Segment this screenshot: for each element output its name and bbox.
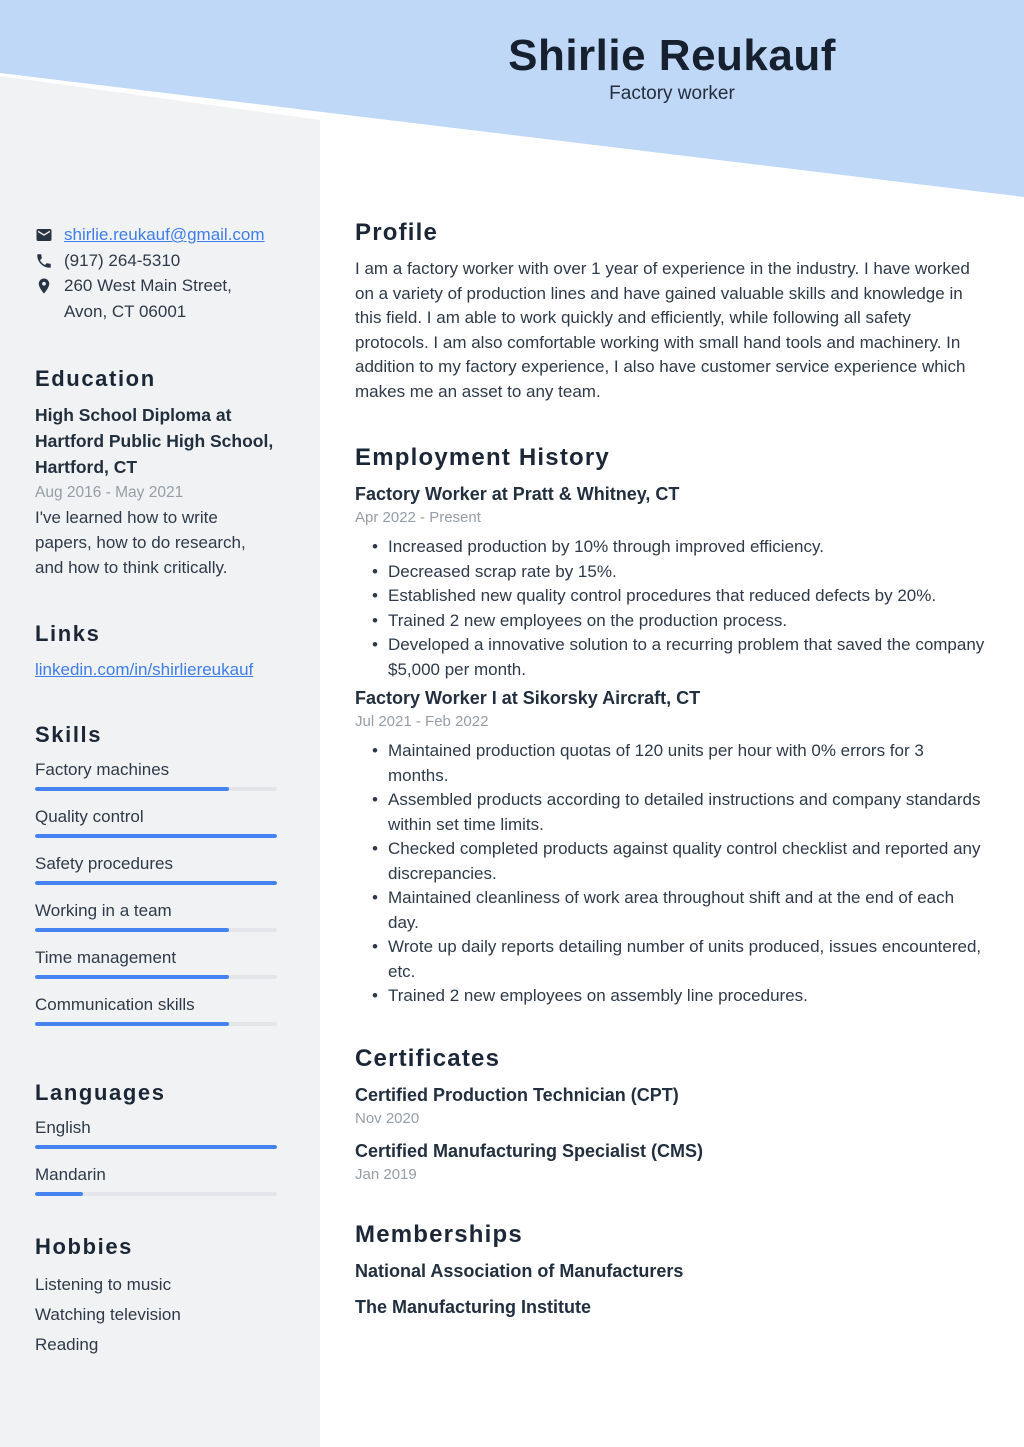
certificate-entry [355, 1083, 985, 1129]
job-bullet: • Decreased scrap rate by 15%. [388, 560, 985, 585]
skill-item [35, 758, 277, 791]
skill-bar-track [35, 881, 277, 885]
link-item [35, 657, 277, 682]
memberships-section [355, 1221, 985, 1319]
certificates-section [355, 1045, 985, 1185]
skills-heading: Skills [35, 722, 103, 747]
linkedin-link[interactable]: linkedin.com/in/shirliereukauf [35, 660, 254, 679]
certificate-title: Certified Production Technician (CPT) [355, 1084, 679, 1105]
membership-item: National Association of Manufacturers [355, 1260, 684, 1281]
skill-item [35, 946, 277, 979]
skills-section [35, 722, 277, 1026]
skill-bar-track [35, 1022, 277, 1026]
skill-label: Communication skills [35, 995, 195, 1014]
profile-section [355, 219, 985, 404]
skill-label: Quality control [35, 807, 144, 826]
contact-block [35, 222, 277, 324]
languages-section [35, 1080, 277, 1196]
job-bullet: • Trained 2 new employees on the production process. [388, 609, 985, 634]
skill-bar-track [35, 787, 277, 791]
education-heading: Education [35, 366, 156, 391]
job-bullet-list [355, 535, 985, 682]
job-bullet: • Maintained production quotas of 120 units per hour with 0% errors for 3 months. [388, 739, 985, 788]
skill-bar-track [35, 975, 277, 979]
language-bar-track [35, 1145, 277, 1149]
education-degree: High School Diploma at Hartford Public High School, Hartford, CT [35, 405, 274, 477]
skill-bar-fill [35, 881, 277, 885]
language-bar-fill [35, 1145, 277, 1149]
job-bullet: • Maintained cleanliness of work area throughout shift and at the end of each day. [388, 886, 985, 935]
education-description: I've learned how to write papers, how to do research, and how to think critically. [35, 508, 246, 577]
skill-item [35, 805, 277, 838]
phone-number: (917) 264-5310 [64, 250, 181, 270]
languages-heading: Languages [35, 1080, 166, 1105]
hobbies-heading: Hobbies [35, 1234, 133, 1259]
education-section [35, 366, 277, 580]
hobby-item: Reading [35, 1335, 99, 1354]
membership-item: The Manufacturing Institute [355, 1296, 591, 1317]
job-title: Factory Worker I at Sikorsky Aircraft, CT [355, 688, 701, 708]
phone-icon [35, 252, 53, 270]
skill-bar-fill [35, 787, 229, 791]
employment-heading: Employment History [355, 444, 610, 471]
skill-item [35, 852, 277, 885]
job-title: Factory Worker at Pratt & Whitney, CT [355, 484, 680, 504]
links-section [35, 621, 277, 682]
skill-label: Working in a team [35, 901, 172, 920]
certificates-heading: Certificates [355, 1044, 501, 1072]
skill-bar-fill [35, 928, 229, 932]
job-bullet: • Checked completed products against quality control checklist and reported any discrepancies. [388, 837, 985, 886]
skill-bar-track [35, 834, 277, 838]
email-link[interactable]: shirlie.reukauf@gmail.com [64, 225, 265, 244]
language-label: English [35, 1118, 91, 1137]
skill-item [35, 899, 277, 932]
skill-label: Time management [35, 948, 177, 967]
job-bullet: • Developed a innovative solution to a recurring problem that saved the company $5,000 per month. [388, 633, 985, 682]
certificate-date: Nov 2020 [355, 1109, 420, 1127]
job-bullet: • Trained 2 new employees on assembly line procedures. [388, 984, 985, 1009]
language-item [35, 1163, 277, 1196]
contact-phone-row [35, 248, 277, 274]
profile-heading: Profile [355, 219, 439, 246]
contact-address-row [35, 273, 277, 324]
job-bullet: • Increased production by 10% through improved efficiency. [388, 535, 985, 560]
education-dates: Aug 2016 - May 2021 [35, 484, 184, 501]
language-label: Mandarin [35, 1165, 106, 1184]
employment-section [355, 444, 985, 1009]
skill-bar-fill [35, 1022, 229, 1026]
skill-item [35, 993, 277, 1026]
job-dates: Jul 2021 - Feb 2022 [355, 713, 489, 730]
certificate-entry [355, 1139, 985, 1185]
certificate-title: Certified Manufacturing Specialist (CMS) [355, 1140, 704, 1161]
skill-bar-fill [35, 975, 229, 979]
skill-bar-fill [35, 834, 277, 838]
job-dates: Apr 2022 - Present [355, 509, 481, 526]
skill-label: Safety procedures [35, 854, 173, 873]
links-heading: Links [35, 621, 101, 646]
language-item [35, 1116, 277, 1149]
job-bullet-list [355, 739, 985, 1009]
person-name: Shirlie Reukauf [508, 31, 836, 80]
job-bullet: • Established new quality control procedures that reduced defects by 20%. [388, 584, 985, 609]
language-bar-track [35, 1192, 277, 1196]
address-text: 260 West Main Street, Avon, CT 06001 [64, 276, 232, 321]
hobby-item: Watching television [35, 1305, 181, 1324]
person-job-title: Factory worker [609, 83, 735, 104]
hobby-item: Listening to music [35, 1275, 172, 1294]
memberships-heading: Memberships [355, 1220, 523, 1248]
job-bullet: • Assembled products according to detailed instructions and company standards within set time limits. [388, 788, 985, 837]
main-column [355, 219, 985, 1331]
job-entry [355, 686, 985, 1009]
hobbies-section [35, 1234, 277, 1360]
sidebar [35, 222, 277, 1360]
location-pin-icon [35, 277, 53, 295]
language-bar-fill [35, 1192, 83, 1196]
certificate-date: Jan 2019 [355, 1165, 417, 1183]
skill-label: Factory machines [35, 760, 170, 779]
profile-text: I am a factory worker with over 1 year of experience in the industry. I have worked on a variety of production lines and have gained valuable skills and knowledge in this field. I am able to work quickly and efficiently, while following all safety protocols. I am also comfortable working with small hand tools and machinery. In addition to my factory experience, I also have customer service experience which makes me an asset to any team. [355, 259, 970, 401]
contact-email-row [35, 222, 277, 248]
skill-bar-track [35, 928, 277, 932]
header [320, 32, 1024, 106]
job-bullet: • Wrote up daily reports detailing number of units produced, issues encountered, etc. [388, 935, 985, 984]
envelope-icon [35, 226, 53, 244]
job-entry [355, 482, 985, 682]
